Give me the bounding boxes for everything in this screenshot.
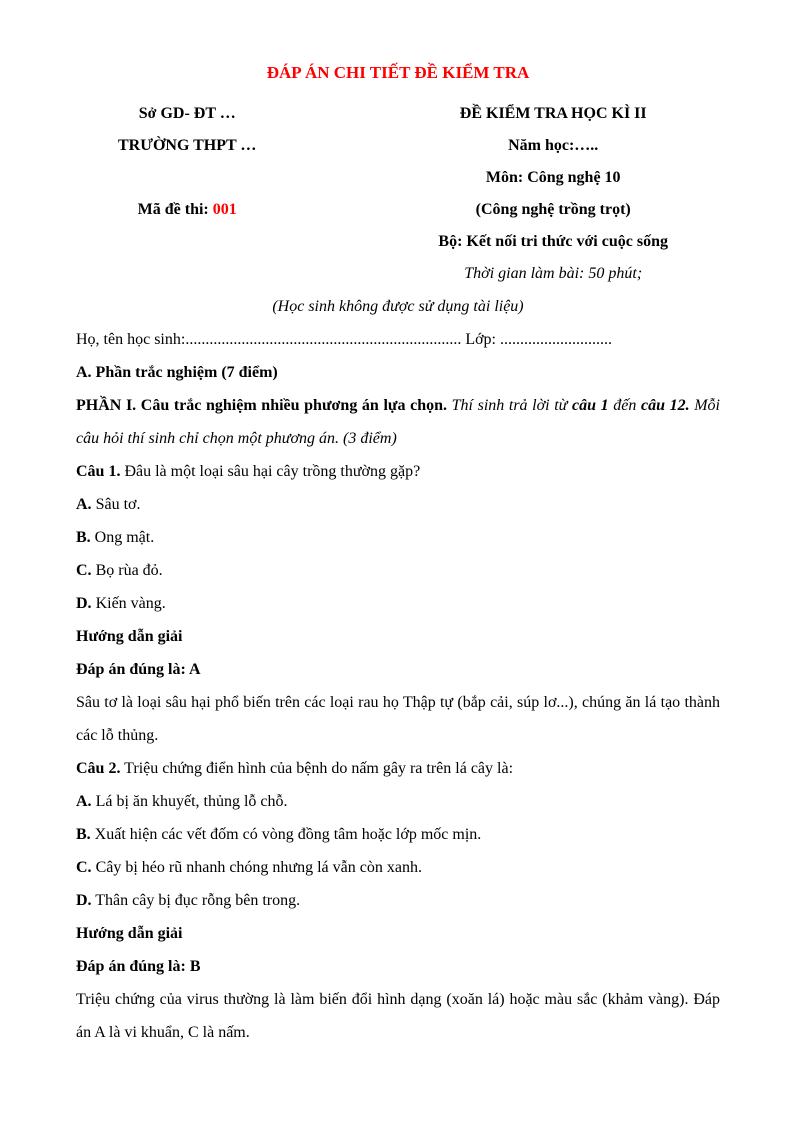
question-2-option-a — [76, 785, 720, 818]
header-left-column — [76, 98, 298, 290]
subject-detail-line: (Công nghệ trồng trọt) — [475, 201, 631, 218]
exam-code-label: Mã đề thi: — [137, 201, 213, 218]
question-1-number: Câu 1. — [76, 463, 121, 480]
question-1-option-d — [76, 587, 720, 620]
question-2-explanation: Triệu chứng của virus thường là làm biến đổi hình dạng (xoăn lá) hoặc màu sắc (khảm vàng). Đáp án A là vi khuẩn, C là nấm. — [76, 991, 720, 1041]
question-1-answer: Đáp án đúng là: A — [76, 661, 201, 678]
student-info-line: Họ, tên học sinh:..................................................................... Lớp: ............................ — [76, 331, 612, 348]
question-2-option-c — [76, 851, 720, 884]
question-2-option-c-text: Cây bị héo rũ nhanh chóng nhưng lá vẫn còn xanh. — [91, 859, 422, 876]
document-title: ĐÁP ÁN CHI TIẾT ĐỀ KIỂM TRA — [266, 63, 530, 82]
header-spacer — [76, 162, 298, 194]
question-1-option-c-label: C. — [76, 562, 92, 579]
question-2-option-b — [76, 818, 720, 851]
school-name: TRƯỜNG THPT … — [118, 137, 257, 154]
exam-code-value: 001 — [212, 201, 237, 218]
question-2-option-a-label: A. — [76, 793, 92, 810]
book-series-line: Bộ: Kết nối tri thức với cuộc sống — [438, 233, 668, 250]
part1-intro-italic3: Mỗi câu hỏi thí sinh chỉ chọn một phương án. (3 điểm) — [76, 397, 721, 447]
question-1-option-b-text: Ong mật. — [90, 529, 155, 546]
question-1-option-a-label: A. — [76, 496, 92, 513]
header-right-column — [298, 98, 720, 290]
question-1-explanation: Sâu tơ là loại sâu hại phổ biến trên các loại rau họ Thập tự (bắp cải, súp lơ...), chúng ăn lá tạo thành các lỗ thủng. — [76, 694, 720, 744]
question-2-option-a-text: Lá bị ăn khuyết, thủng lỗ chỗ. — [91, 793, 288, 810]
part1-intro-bold: PHẦN I. Câu trắc nghiệm nhiều phương án lựa chọn. — [76, 397, 448, 414]
question-2-option-d-label: D. — [76, 892, 92, 909]
exam-code-line — [76, 194, 298, 226]
exam-header — [76, 98, 720, 290]
department-name: Sở GD- ĐT … — [138, 105, 236, 122]
question-1-option-a-text: Sâu tơ. — [91, 496, 141, 513]
question-2-option-b-text: Xuất hiện các vết đốm có vòng đồng tâm hoặc lớp mốc mịn. — [90, 826, 482, 843]
question-1-option-c-text: Bọ rùa đỏ. — [91, 562, 163, 579]
question-2-number: Câu 2. — [76, 760, 121, 777]
question-2-answer: Đáp án đúng là: B — [76, 958, 201, 975]
school-year: Năm học:….. — [508, 137, 599, 154]
question-1-option-b — [76, 521, 720, 554]
question-2-option-d — [76, 884, 720, 917]
part1-intro-italic2: đến — [608, 397, 641, 414]
subject-line: Môn: Công nghệ 10 — [485, 169, 621, 186]
part1-intro-bolditalic2: câu 12. — [640, 397, 690, 414]
exam-title: ĐỀ KIỂM TRA HỌC KÌ II — [459, 105, 647, 122]
question-1-option-a — [76, 488, 720, 521]
question-1-stem: Đâu là một loại sâu hại cây trồng thường gặp? — [120, 463, 421, 480]
question-2-stem: Triệu chứng điển hình của bệnh do nấm gây ra trên lá cây là: — [120, 760, 514, 777]
part1-intro — [76, 389, 720, 455]
question-2-option-b-label: B. — [76, 826, 91, 843]
question-block-1 — [76, 455, 720, 752]
question-1-guide-heading: Hướng dẫn giải — [76, 628, 183, 645]
question-2-guide-heading: Hướng dẫn giải — [76, 925, 183, 942]
section-a-heading: A. Phần trắc nghiệm (7 điểm) — [76, 364, 278, 381]
question-1-text — [76, 455, 720, 488]
question-1-option-d-label: D. — [76, 595, 92, 612]
question-block-2 — [76, 752, 720, 1049]
part1-intro-bolditalic1: câu 1 — [572, 397, 609, 414]
duration-line: Thời gian làm bài: 50 phút; — [464, 265, 643, 282]
question-2-option-d-text: Thân cây bị đục rỗng bên trong. — [91, 892, 301, 909]
question-1-option-d-text: Kiến vàng. — [91, 595, 166, 612]
exam-note: (Học sinh không được sử dụng tài liệu) — [272, 298, 524, 315]
part1-intro-italic1: Thí sinh trả lời từ — [447, 397, 573, 414]
question-2-option-c-label: C. — [76, 859, 92, 876]
question-1-option-c — [76, 554, 720, 587]
question-2-text — [76, 752, 720, 785]
question-1-option-b-label: B. — [76, 529, 91, 546]
